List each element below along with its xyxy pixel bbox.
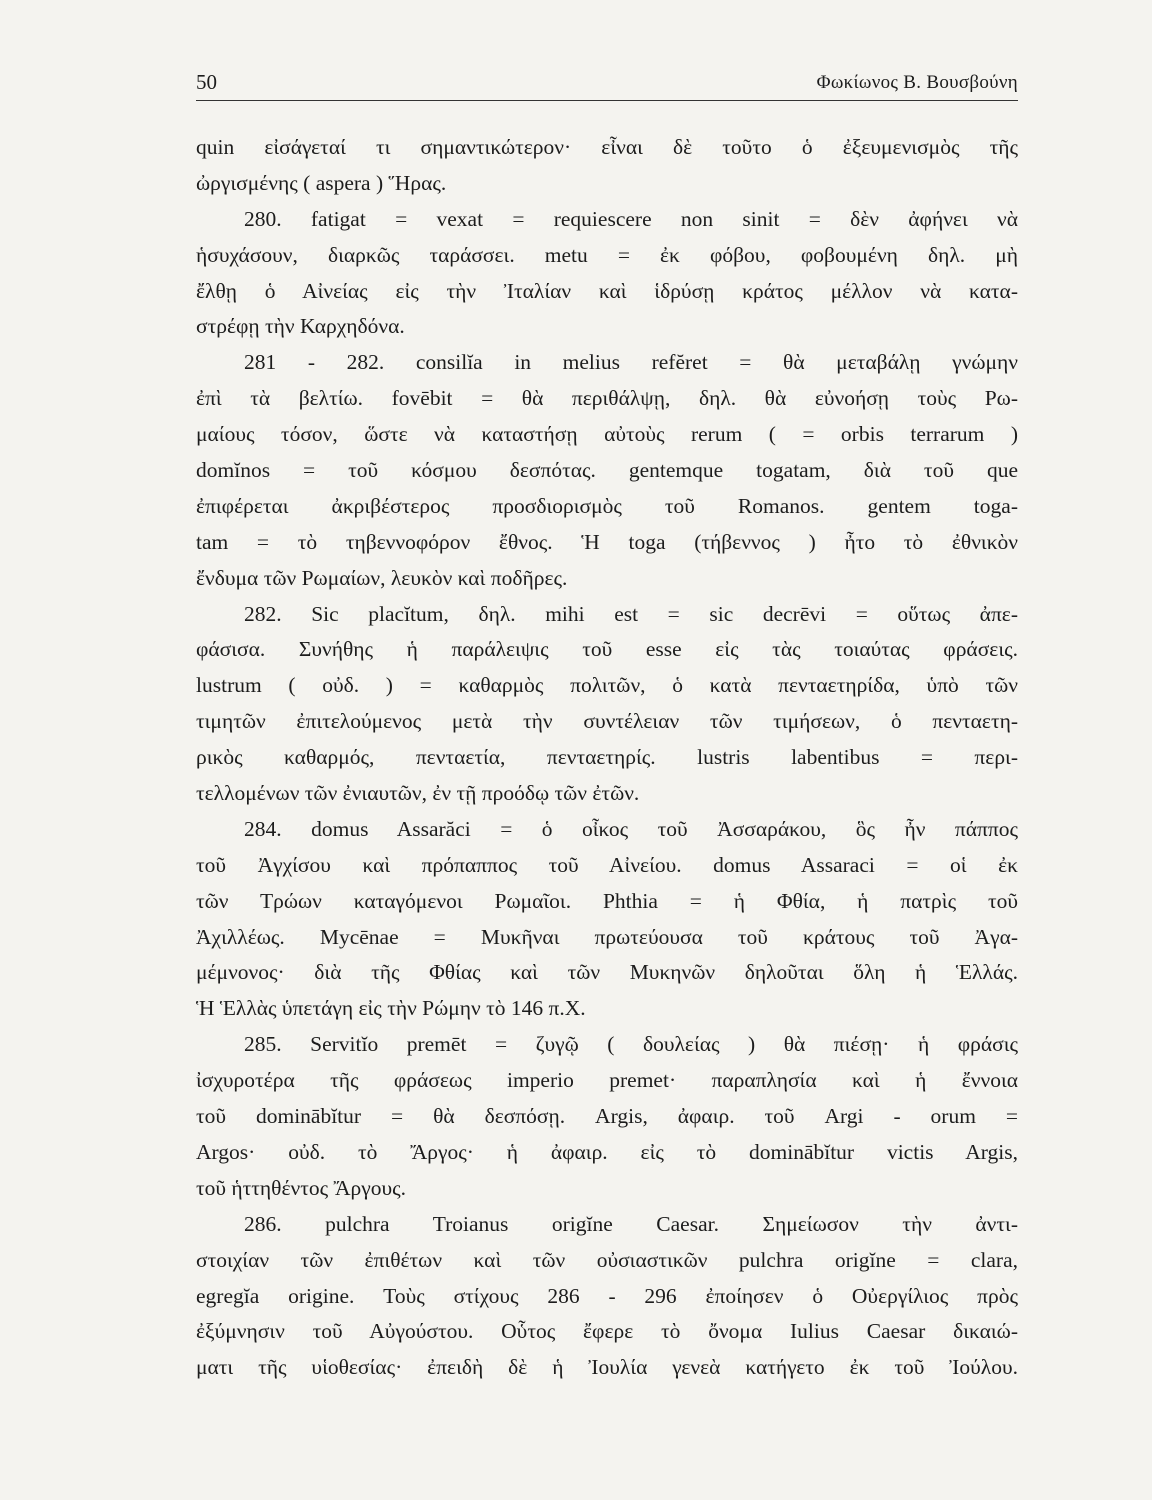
text-line: lustrum ( οὐδ. ) = καθαρμὸς πολιτῶν, ὁ κατὰ πενταετηρίδα, ὑπὸ τῶν [196,673,1018,698]
text-line: egregĭa origine. Τοὺς στίχους 286 - 296 ἐποίησεν ὁ Οὐεργίλιος πρὸς [196,1283,1018,1308]
text-line: Ἡ Ἑλλὰς ὑπετάγη εἰς τὴν Ρώμην τὸ 146 π.Χ. [196,996,586,1021]
text-line: 280. fatigat = vexat = requiescere non sinit = δὲν ἀφήνει νὰ [244,206,1018,231]
running-head: Φωκίωνος Β. Βουσβούνη [816,72,1018,93]
text-line: Ἀχιλλέως. Mycēnae = Μυκῆναι πρωτεύουσα τοῦ κράτους τοῦ Ἀγα- [196,924,1018,949]
text-line: 286. pulchra Troianus origĭne Caesar. Σημείωσον τὴν ἀντι- [244,1211,1018,1236]
text-line: τοῦ dominābĭtur = θὰ δεσπόσῃ. Argis, ἀφαιρ. τοῦ Argi - orum = [196,1104,1018,1129]
text-line: ἐπὶ τὰ βελτίω. fovēbit = θὰ περιθάλψῃ, δηλ. θὰ εὐνοήσῃ τοὺς Ρω- [196,386,1018,411]
text-line: ἐξύμνησιν τοῦ Αὐγούστου. Οὗτος ἔφερε τὸ ὄνομα Iulius Caesar δικαιώ- [196,1319,1018,1344]
text-line: ὠργισμένης ( aspera ) Ἥρας. [196,170,447,195]
text-line: στρέφῃ τὴν Καρχηδόνα. [196,314,405,339]
text-line: τῶν Τρώων καταγόμενοι Ρωμαῖοι. Phthia = ἡ Φθία, ἡ πατρὶς τοῦ [196,888,1018,913]
text-line: ἔλθῃ ὁ Αἰνείας εἰς τὴν Ἰταλίαν καὶ ἱδρύσῃ κράτος μέλλον νὰ κατα- [196,278,1018,303]
text-line: quin εἰσάγεταί τι σημαντικώτερον· εἶναι δὲ τοῦτο ὁ ἐξευμενισμὸς τῆς [196,135,1018,159]
text-line: στοιχίαν τῶν ἐπιθέτων καὶ τῶν οὐσιαστικῶν pulchra origĭne = clara, [196,1247,1018,1272]
text-line: μαίους τόσον, ὥστε νὰ καταστήσῃ αὐτοὺς rerum ( = orbis terrarum ) [196,422,1018,447]
text-line: ματι τῆς υἱοθεσίας· ἐπειδὴ δὲ ἡ Ἰουλία γενεὰ κατήγετο ἐκ τοῦ Ἰούλου. [196,1355,1018,1380]
text-line: τελλομένων τῶν ἐνιαυτῶν, ἐν τῇ προόδῳ τῶν ἐτῶν. [196,781,640,806]
text-line: φάσισα. Συνήθης ἡ παράλειψις τοῦ esse εἰς τὰς τοιαύτας φράσεις. [196,637,1018,662]
text-line: ἰσχυροτέρα τῆς φράσεως imperio premet· παραπλησία καὶ ἡ ἔννοια [196,1068,1018,1093]
text-line: ρικὸς καθαρμός, πενταετία, πενταετηρίς. lustris labentibus = περι- [196,745,1018,770]
text-line: τοῦ ἡττηθέντος Ἄργους. [196,1175,407,1200]
text-line: domĭnos = τοῦ κόσμου δεσπότας. gentemque togatam, διὰ τοῦ que [196,458,1018,483]
text-line: Argos· οὐδ. τὸ Ἄργος· ἡ ἀφαιρ. εἰς τὸ dominābĭtur victis Argis, [196,1139,1018,1164]
text-line: μέμνονος· διὰ τῆς Φθίας καὶ τῶν Μυκηνῶν δηλοῦται ὅλη ἡ Ἑλλάς. [196,960,1018,985]
text-line: 285. Servitĭo premēt = ζυγῷ ( δουλείας ) θὰ πιέσῃ· ἡ φράσις [244,1032,1018,1057]
page-number: 50 [196,70,217,94]
text-line: ἡσυχάσουν, διαρκῶς ταράσσει. metu = ἐκ φόβου, φοβουμένη δηλ. μὴ [196,242,1018,267]
text-line: 282. Sic placĭtum, δηλ. mihi est = sic decrēvi = οὕτως ἀπε- [244,601,1018,626]
text-line: 284. domus Assarăci = ὁ οἶκος τοῦ Ἀσσαράκου, ὃς ἦν πάππος [244,816,1018,841]
text-line: τοῦ Ἀγχίσου καὶ πρόπαππος τοῦ Αἰνείου. domus Assaraci = οἱ ἐκ [196,852,1018,877]
text-line: 281 - 282. consilĭa in melius refĕret = θὰ μεταβάλῃ γνώμην [244,350,1018,375]
page-header [196,66,1018,101]
text-line: ἔνδυμα τῶν Ρωμαίων, λευκὸν καὶ ποδῆρες. [196,565,568,590]
text-line: τιμητῶν ἐπιτελούμενος μετὰ τὴν συντέλειαν τῶν τιμήσεων, ὁ πενταετη- [196,709,1018,734]
body-text [196,130,1018,1386]
text-line: ἐπιφέρεται ἀκριβέστερος προσδιορισμὸς τοῦ Romanos. gentem toga- [196,493,1018,518]
text-line: tam = τὸ τηβεννοφόρον ἔθνος. Ἡ toga (τήβεννος ) ἦτο τὸ ἐθνικὸν [196,529,1018,554]
